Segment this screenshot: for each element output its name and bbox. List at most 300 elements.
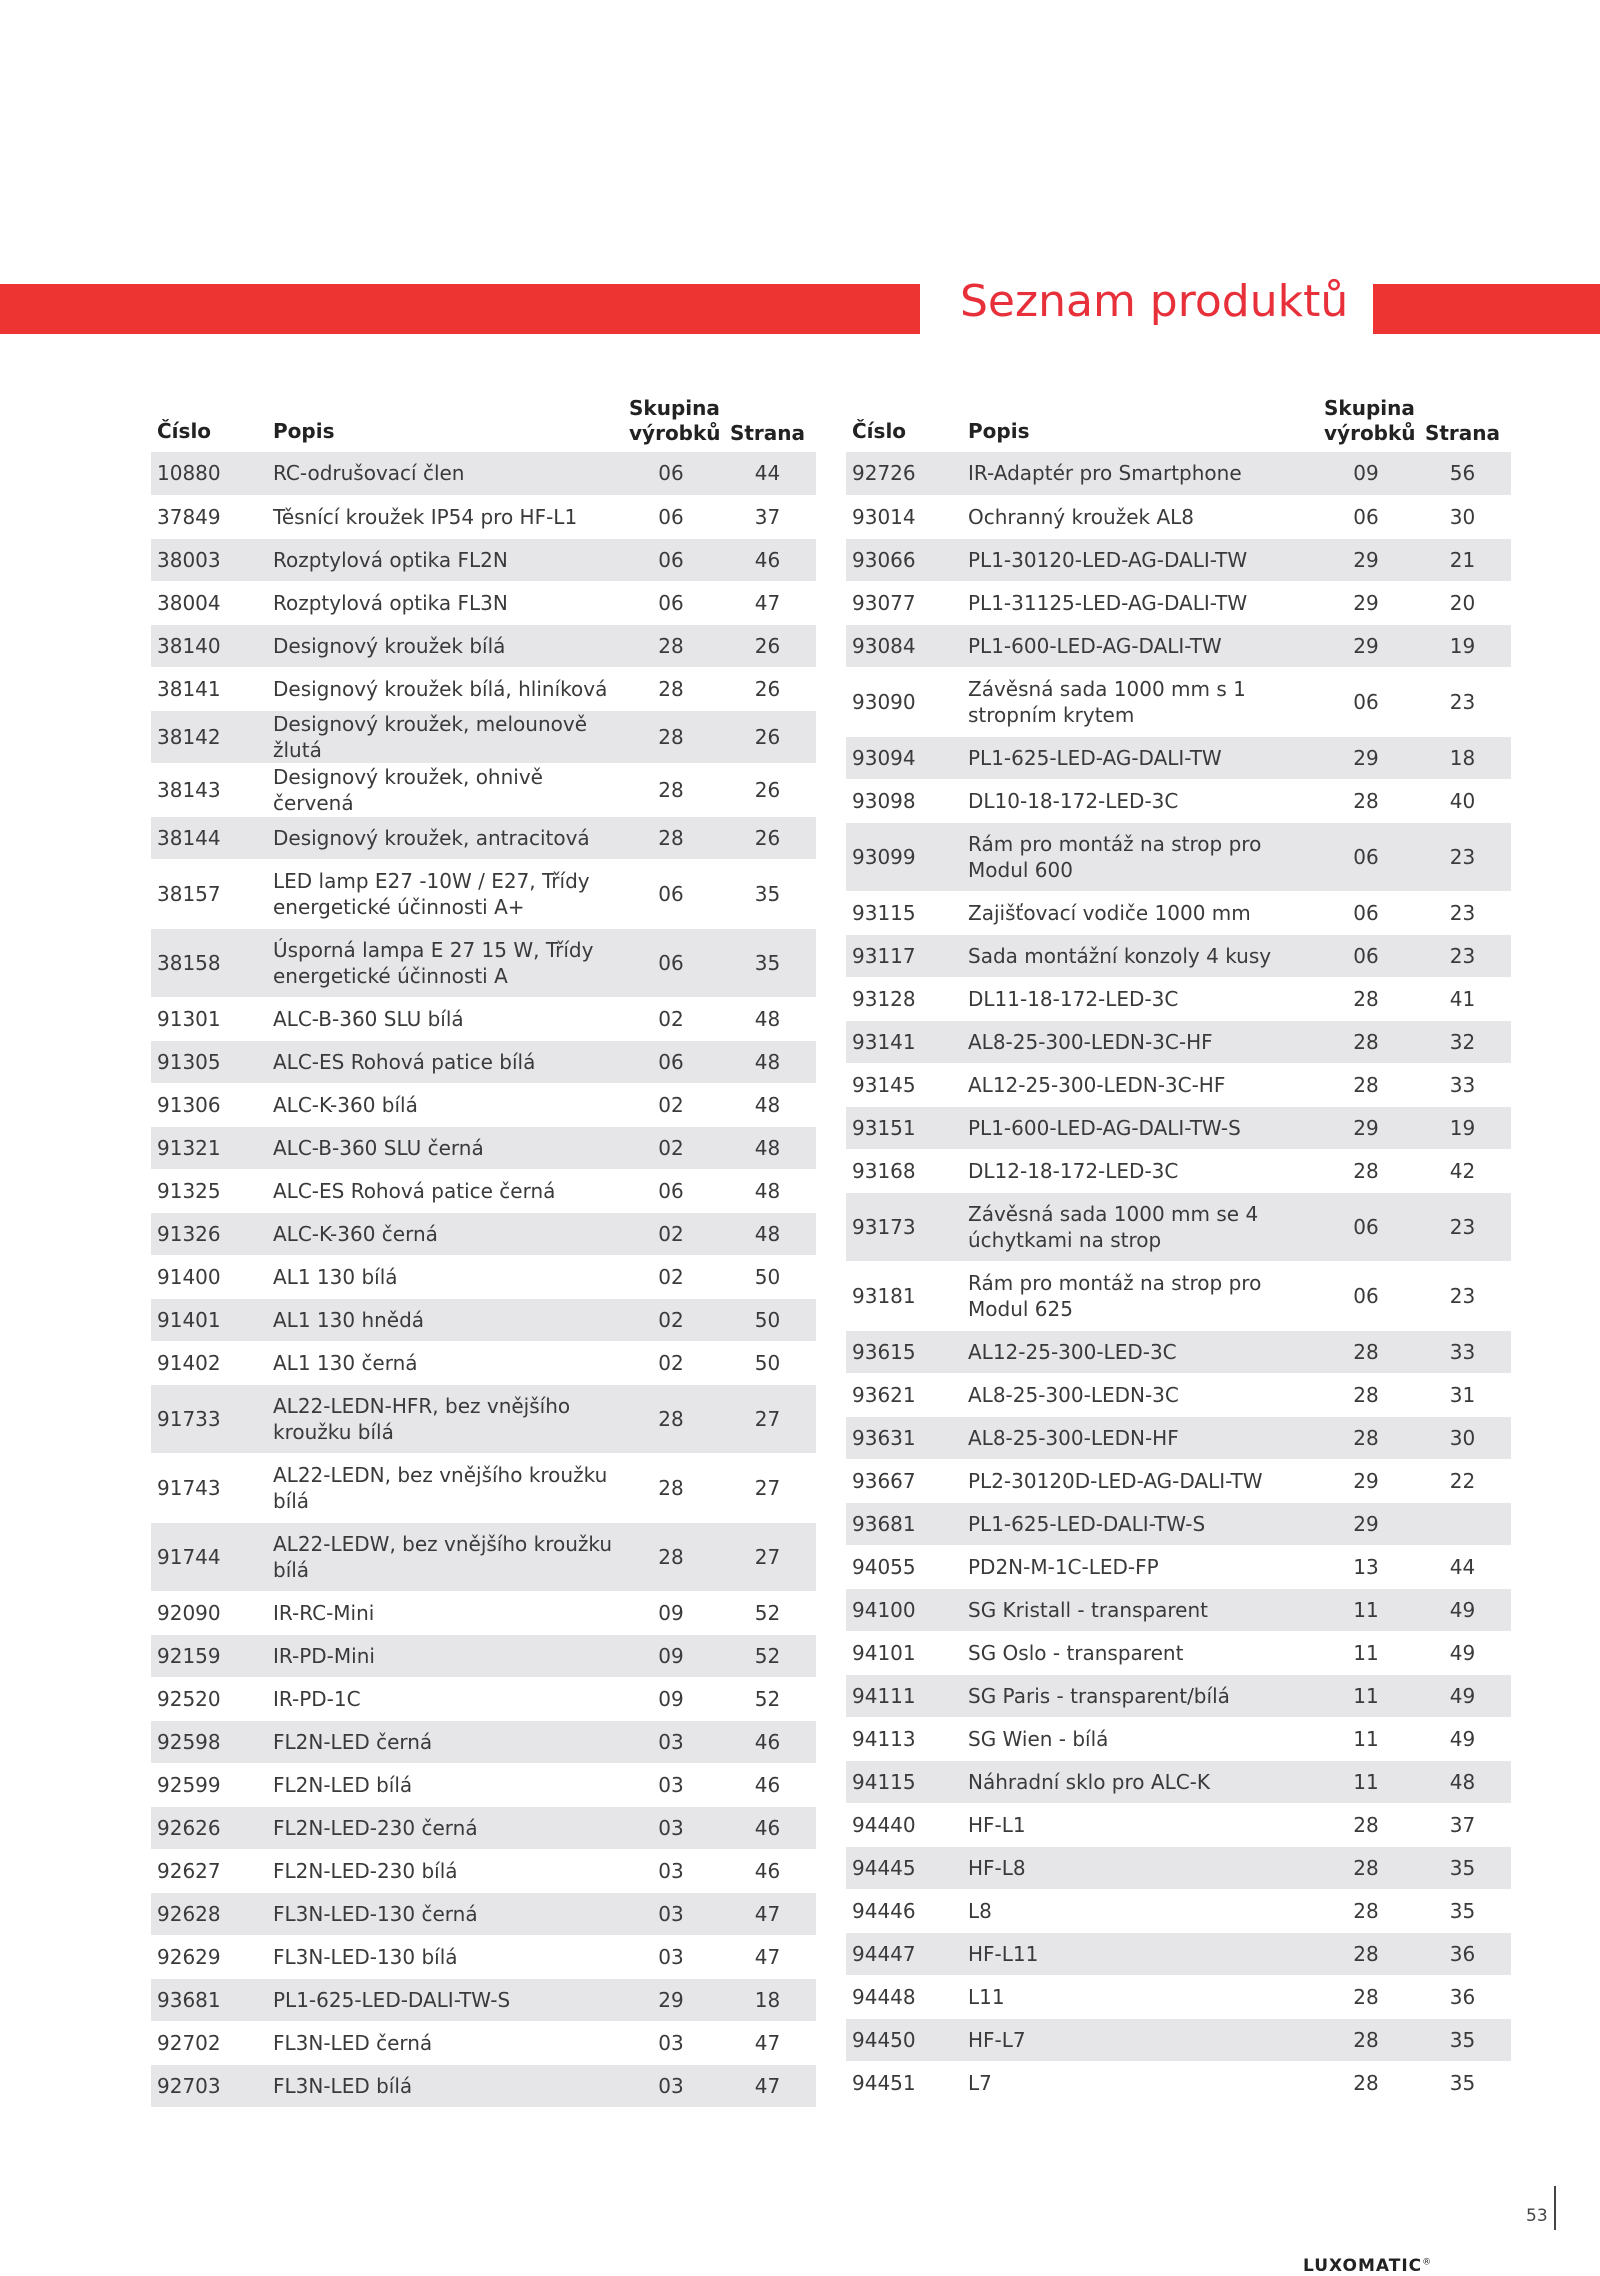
product-page: 35 xyxy=(719,928,816,997)
product-number: 93099 xyxy=(846,822,962,891)
product-page: 48 xyxy=(1414,1760,1511,1803)
product-description: AL22-LEDN, bez vnějšího kroužku bílá xyxy=(267,1453,623,1522)
table-row xyxy=(846,1674,1511,1717)
product-number: 93145 xyxy=(846,1063,962,1106)
product-number: 93098 xyxy=(846,779,962,822)
product-group: 03 xyxy=(623,1935,719,1978)
product-number: 92629 xyxy=(151,1935,267,1978)
product-number: 93066 xyxy=(846,538,962,581)
product-description: FL2N-LED bílá xyxy=(267,1763,623,1806)
table-row xyxy=(151,1591,816,1634)
product-group: 29 xyxy=(1318,736,1414,779)
product-group: 29 xyxy=(1318,1106,1414,1149)
product-page: 19 xyxy=(1414,624,1511,667)
product-group: 28 xyxy=(1318,1330,1414,1373)
product-number: 91733 xyxy=(151,1384,267,1453)
table-row xyxy=(151,1935,816,1978)
product-group: 09 xyxy=(1318,452,1414,495)
table-row xyxy=(846,934,1511,977)
product-description: PL1-600-LED-AG-DALI-TW-S xyxy=(962,1106,1318,1149)
product-description: AL1 130 bílá xyxy=(267,1255,623,1298)
table-row xyxy=(151,1849,816,1892)
product-description: AL8-25-300-LEDN-3C xyxy=(962,1373,1318,1416)
table-row xyxy=(846,1717,1511,1760)
product-page: 46 xyxy=(719,1849,816,1892)
product-page: 49 xyxy=(1414,1717,1511,1760)
product-description: Sada montážní konzoly 4 kusy xyxy=(962,934,1318,977)
product-number: 93631 xyxy=(846,1416,962,1459)
product-page: 50 xyxy=(719,1298,816,1341)
product-description: PD2N-M-1C-LED-FP xyxy=(962,1545,1318,1588)
product-page: 36 xyxy=(1414,1975,1511,2018)
product-description: Úsporná lampa E 27 15 W, Třídy energetické účinnosti A xyxy=(267,928,623,997)
product-description: IR-Adaptér pro Smartphone xyxy=(962,452,1318,495)
product-table-left-body xyxy=(151,452,816,2107)
table-row xyxy=(846,779,1511,822)
page-number-divider xyxy=(1554,2186,1556,2230)
product-description: ALC-ES Rohová patice bílá xyxy=(267,1040,623,1083)
table-row xyxy=(151,710,816,763)
product-description: SG Kristall - transparent xyxy=(962,1588,1318,1631)
product-page: 52 xyxy=(719,1634,816,1677)
product-group: 06 xyxy=(1318,1192,1414,1261)
table-row xyxy=(846,1932,1511,1975)
product-number: 94115 xyxy=(846,1760,962,1803)
product-group: 03 xyxy=(623,1763,719,1806)
product-page: 35 xyxy=(719,859,816,928)
table-row xyxy=(151,581,816,624)
product-number: 91306 xyxy=(151,1083,267,1126)
table-row xyxy=(151,1298,816,1341)
product-page: 48 xyxy=(719,1126,816,1169)
product-page: 18 xyxy=(719,1978,816,2021)
product-number: 92702 xyxy=(151,2021,267,2064)
table-row xyxy=(846,667,1511,736)
product-number: 91402 xyxy=(151,1341,267,1384)
product-group: 09 xyxy=(623,1591,719,1634)
product-group: 28 xyxy=(1318,1020,1414,1063)
header-description: Popis xyxy=(273,419,335,443)
product-group: 28 xyxy=(1318,1803,1414,1846)
product-group: 06 xyxy=(623,1040,719,1083)
product-page: 31 xyxy=(1414,1373,1511,1416)
product-description: Náhradní sklo pro ALC-K xyxy=(962,1760,1318,1803)
product-description: AL12-25-300-LED-3C xyxy=(962,1330,1318,1373)
product-number: 93181 xyxy=(846,1261,962,1330)
table-row xyxy=(846,624,1511,667)
product-description: FL3N-LED bílá xyxy=(267,2064,623,2107)
product-group: 28 xyxy=(1318,1932,1414,1975)
product-group: 28 xyxy=(1318,2018,1414,2061)
product-page: 19 xyxy=(1414,1106,1511,1149)
table-row xyxy=(151,1126,816,1169)
product-description: Rám pro montáž na strop pro Modul 600 xyxy=(962,822,1318,891)
table-row xyxy=(846,1106,1511,1149)
product-page: 47 xyxy=(719,1892,816,1935)
product-number: 38158 xyxy=(151,928,267,997)
product-page: 27 xyxy=(719,1453,816,1522)
table-row xyxy=(151,495,816,538)
product-group: 02 xyxy=(623,1255,719,1298)
product-page: 26 xyxy=(719,667,816,710)
product-description: HF-L8 xyxy=(962,1846,1318,1889)
product-page: 48 xyxy=(719,1212,816,1255)
product-description: L11 xyxy=(962,1975,1318,2018)
product-number: 92159 xyxy=(151,1634,267,1677)
product-description: L8 xyxy=(962,1889,1318,1932)
product-group: 06 xyxy=(1318,495,1414,538)
product-group: 28 xyxy=(1318,779,1414,822)
product-number: 93077 xyxy=(846,581,962,624)
table-row xyxy=(846,1261,1511,1330)
product-number: 38157 xyxy=(151,859,267,928)
product-description: PL1-31125-LED-AG-DALI-TW xyxy=(962,581,1318,624)
table-row xyxy=(151,1212,816,1255)
product-group: 02 xyxy=(623,1212,719,1255)
product-number: 94450 xyxy=(846,2018,962,2061)
product-description: ALC-B-360 SLU bílá xyxy=(267,997,623,1040)
product-number: 92520 xyxy=(151,1677,267,1720)
product-page: 47 xyxy=(719,2021,816,2064)
table-row xyxy=(151,1978,816,2021)
product-number: 93151 xyxy=(846,1106,962,1149)
product-number: 92703 xyxy=(151,2064,267,2107)
product-group: 11 xyxy=(1318,1588,1414,1631)
product-page: 46 xyxy=(719,1806,816,1849)
product-page: 46 xyxy=(719,538,816,581)
product-description: Rozptylová optika FL2N xyxy=(267,538,623,581)
product-description: FL2N-LED-230 černá xyxy=(267,1806,623,1849)
product-group: 06 xyxy=(1318,934,1414,977)
product-page: 33 xyxy=(1414,1063,1511,1106)
product-group: 28 xyxy=(1318,1975,1414,2018)
table-row xyxy=(846,1545,1511,1588)
product-description: PL1-30120-LED-AG-DALI-TW xyxy=(962,538,1318,581)
product-group: 28 xyxy=(1318,1063,1414,1106)
product-page: 23 xyxy=(1414,891,1511,934)
product-description: ALC-K-360 bílá xyxy=(267,1083,623,1126)
product-page: 36 xyxy=(1414,1932,1511,1975)
product-description: AL1 130 hnědá xyxy=(267,1298,623,1341)
product-group: 03 xyxy=(623,2064,719,2107)
product-number: 93141 xyxy=(846,1020,962,1063)
product-page: 35 xyxy=(1414,1846,1511,1889)
table-row xyxy=(846,977,1511,1020)
product-page: 37 xyxy=(719,495,816,538)
product-page: 48 xyxy=(719,1083,816,1126)
product-group: 28 xyxy=(623,1384,719,1453)
table-row xyxy=(151,2064,816,2107)
product-group: 06 xyxy=(623,1169,719,1212)
product-description: Závěsná sada 1000 mm se 4 úchytkami na strop xyxy=(962,1192,1318,1261)
table-row xyxy=(151,1634,816,1677)
product-description: PL1-625-LED-DALI-TW-S xyxy=(962,1502,1318,1545)
table-row xyxy=(151,1892,816,1935)
product-description: HF-L11 xyxy=(962,1932,1318,1975)
table-row xyxy=(846,1631,1511,1674)
product-group: 06 xyxy=(623,538,719,581)
title-banner-right xyxy=(1373,284,1600,334)
product-page xyxy=(1414,1502,1511,1545)
product-page: 32 xyxy=(1414,1020,1511,1063)
product-group: 28 xyxy=(1318,2061,1414,2104)
product-page: 27 xyxy=(719,1384,816,1453)
product-page: 35 xyxy=(1414,1889,1511,1932)
product-description: RC-odrušovací člen xyxy=(267,452,623,495)
product-page: 26 xyxy=(719,816,816,859)
table-row xyxy=(151,1677,816,1720)
product-description: DL12-18-172-LED-3C xyxy=(962,1149,1318,1192)
table-row xyxy=(846,1020,1511,1063)
product-number: 94447 xyxy=(846,1932,962,1975)
product-group: 02 xyxy=(623,1341,719,1384)
product-number: 94111 xyxy=(846,1674,962,1717)
product-number: 92626 xyxy=(151,1806,267,1849)
product-description: L7 xyxy=(962,2061,1318,2104)
product-page: 41 xyxy=(1414,977,1511,1020)
product-number: 93667 xyxy=(846,1459,962,1502)
product-description: SG Paris - transparent/bílá xyxy=(962,1674,1318,1717)
product-group: 03 xyxy=(623,1720,719,1763)
table-row xyxy=(151,538,816,581)
table-row xyxy=(151,624,816,667)
product-group: 02 xyxy=(623,997,719,1040)
product-page: 23 xyxy=(1414,1192,1511,1261)
product-page: 33 xyxy=(1414,1330,1511,1373)
product-description: AL8-25-300-LEDN-HF xyxy=(962,1416,1318,1459)
product-number: 94448 xyxy=(846,1975,962,2018)
product-number: 91743 xyxy=(151,1453,267,1522)
product-group: 28 xyxy=(1318,1416,1414,1459)
product-group: 28 xyxy=(1318,1889,1414,1932)
product-group: 29 xyxy=(1318,581,1414,624)
product-group: 29 xyxy=(1318,1459,1414,1502)
header-number: Číslo xyxy=(157,419,212,443)
table-row xyxy=(846,736,1511,779)
product-number: 93014 xyxy=(846,495,962,538)
product-page: 56 xyxy=(1414,452,1511,495)
product-page: 52 xyxy=(719,1677,816,1720)
product-page: 49 xyxy=(1414,1631,1511,1674)
product-table-right xyxy=(846,388,1511,2105)
product-description: Ochranný kroužek AL8 xyxy=(962,495,1318,538)
product-page: 44 xyxy=(719,452,816,495)
header-group: Skupina výrobků xyxy=(629,396,721,445)
table-row xyxy=(846,1373,1511,1416)
table-row xyxy=(151,1255,816,1298)
product-group: 06 xyxy=(623,928,719,997)
product-description: Zajišťovací vodiče 1000 mm xyxy=(962,891,1318,934)
product-page: 26 xyxy=(719,710,816,763)
product-number: 93168 xyxy=(846,1149,962,1192)
product-number: 94446 xyxy=(846,1889,962,1932)
product-number: 91301 xyxy=(151,997,267,1040)
product-page: 48 xyxy=(719,997,816,1040)
table-row xyxy=(846,2061,1511,2104)
product-number: 94451 xyxy=(846,2061,962,2104)
product-page: 23 xyxy=(1414,1261,1511,1330)
product-number: 38144 xyxy=(151,816,267,859)
product-group: 03 xyxy=(623,1849,719,1892)
product-number: 38003 xyxy=(151,538,267,581)
product-description: ALC-ES Rohová patice černá xyxy=(267,1169,623,1212)
product-group: 28 xyxy=(623,1453,719,1522)
product-group: 03 xyxy=(623,1806,719,1849)
table-row xyxy=(846,1803,1511,1846)
product-number: 91401 xyxy=(151,1298,267,1341)
product-group: 11 xyxy=(1318,1717,1414,1760)
product-number: 93681 xyxy=(846,1502,962,1545)
product-number: 91321 xyxy=(151,1126,267,1169)
product-page: 49 xyxy=(1414,1588,1511,1631)
product-page: 49 xyxy=(1414,1674,1511,1717)
product-group: 06 xyxy=(623,452,719,495)
table-row xyxy=(151,1720,816,1763)
product-group: 28 xyxy=(623,816,719,859)
table-row xyxy=(151,1083,816,1126)
table-row xyxy=(846,2018,1511,2061)
product-number: 93090 xyxy=(846,667,962,736)
table-header-row xyxy=(846,388,1511,452)
table-row xyxy=(846,1416,1511,1459)
product-page: 35 xyxy=(1414,2061,1511,2104)
product-page: 18 xyxy=(1414,736,1511,779)
product-number: 94440 xyxy=(846,1803,962,1846)
product-group: 28 xyxy=(1318,1373,1414,1416)
table-row xyxy=(151,1522,816,1591)
product-page: 42 xyxy=(1414,1149,1511,1192)
table-header-row xyxy=(151,388,816,452)
product-page: 23 xyxy=(1414,667,1511,736)
product-page: 35 xyxy=(1414,2018,1511,2061)
product-page: 23 xyxy=(1414,822,1511,891)
product-description: HF-L7 xyxy=(962,2018,1318,2061)
product-group: 06 xyxy=(1318,822,1414,891)
table-row xyxy=(151,859,816,928)
page-number: 53 xyxy=(1526,2206,1548,2226)
product-description: Designový kroužek bílá xyxy=(267,624,623,667)
product-description: DL10-18-172-LED-3C xyxy=(962,779,1318,822)
product-description: Designový kroužek bílá, hliníková xyxy=(267,667,623,710)
product-description: AL22-LEDW, bez vnějšího kroužku bílá xyxy=(267,1522,623,1591)
product-description: Designový kroužek, ohnivě červená xyxy=(267,763,623,816)
table-row xyxy=(846,1502,1511,1545)
product-number: 92599 xyxy=(151,1763,267,1806)
table-row xyxy=(151,1453,816,1522)
product-number: 92628 xyxy=(151,1892,267,1935)
product-page: 22 xyxy=(1414,1459,1511,1502)
product-description: IR-PD-1C xyxy=(267,1677,623,1720)
product-group: 06 xyxy=(623,495,719,538)
product-page: 30 xyxy=(1414,1416,1511,1459)
product-number: 10880 xyxy=(151,452,267,495)
product-number: 93117 xyxy=(846,934,962,977)
product-description: SG Oslo - transparent xyxy=(962,1631,1318,1674)
product-page: 44 xyxy=(1414,1545,1511,1588)
product-group: 28 xyxy=(623,667,719,710)
table-row xyxy=(151,928,816,997)
product-description: IR-RC-Mini xyxy=(267,1591,623,1634)
table-row xyxy=(846,452,1511,495)
product-group: 06 xyxy=(1318,667,1414,736)
table-row xyxy=(151,763,816,816)
product-number: 93681 xyxy=(151,1978,267,2021)
product-page: 50 xyxy=(719,1341,816,1384)
product-description: PL2-30120D-LED-AG-DALI-TW xyxy=(962,1459,1318,1502)
table-row xyxy=(846,822,1511,891)
table-row xyxy=(846,1760,1511,1803)
product-group: 11 xyxy=(1318,1674,1414,1717)
product-group: 06 xyxy=(1318,891,1414,934)
product-page: 26 xyxy=(719,763,816,816)
product-group: 28 xyxy=(1318,1149,1414,1192)
product-page: 48 xyxy=(719,1040,816,1083)
product-group: 03 xyxy=(623,1892,719,1935)
table-row xyxy=(846,581,1511,624)
product-group: 09 xyxy=(623,1677,719,1720)
product-description: PL1-625-LED-DALI-TW-S xyxy=(267,1978,623,2021)
header-number: Číslo xyxy=(852,419,907,443)
product-description: Rozptylová optika FL3N xyxy=(267,581,623,624)
product-number: 94113 xyxy=(846,1717,962,1760)
product-group: 28 xyxy=(623,624,719,667)
product-group: 09 xyxy=(623,1634,719,1677)
brand-logo: LUXOMATIC® xyxy=(1303,2256,1433,2276)
product-group: 28 xyxy=(623,763,719,816)
product-number: 92726 xyxy=(846,452,962,495)
product-description: PL1-600-LED-AG-DALI-TW xyxy=(962,624,1318,667)
table-row xyxy=(846,1459,1511,1502)
table-row xyxy=(151,816,816,859)
product-number: 92627 xyxy=(151,1849,267,1892)
product-number: 91305 xyxy=(151,1040,267,1083)
product-number: 38141 xyxy=(151,667,267,710)
product-page: 26 xyxy=(719,624,816,667)
product-description: PL1-625-LED-AG-DALI-TW xyxy=(962,736,1318,779)
product-group: 28 xyxy=(623,710,719,763)
product-description: AL8-25-300-LEDN-3C-HF xyxy=(962,1020,1318,1063)
product-page: 30 xyxy=(1414,495,1511,538)
product-description: LED lamp E27 -10W / E27, Třídy energetické účinnosti A+ xyxy=(267,859,623,928)
product-number: 93128 xyxy=(846,977,962,1020)
product-number: 38004 xyxy=(151,581,267,624)
table-row xyxy=(846,1975,1511,2018)
product-number: 38140 xyxy=(151,624,267,667)
product-description: FL2N-LED-230 bílá xyxy=(267,1849,623,1892)
product-group: 03 xyxy=(623,2021,719,2064)
product-group: 29 xyxy=(623,1978,719,2021)
product-table-right-body xyxy=(846,452,1511,2104)
product-number: 92598 xyxy=(151,1720,267,1763)
table-row xyxy=(846,1330,1511,1373)
product-number: 93094 xyxy=(846,736,962,779)
product-page: 23 xyxy=(1414,934,1511,977)
product-group: 06 xyxy=(623,581,719,624)
table-row xyxy=(846,495,1511,538)
table-row xyxy=(846,1192,1511,1261)
table-row xyxy=(846,1846,1511,1889)
product-description: SG Wien - bílá xyxy=(962,1717,1318,1760)
table-row xyxy=(151,1040,816,1083)
product-page: 21 xyxy=(1414,538,1511,581)
product-group: 29 xyxy=(1318,538,1414,581)
product-page: 27 xyxy=(719,1522,816,1591)
product-number: 93115 xyxy=(846,891,962,934)
product-group: 11 xyxy=(1318,1760,1414,1803)
product-description: IR-PD-Mini xyxy=(267,1634,623,1677)
product-number: 94445 xyxy=(846,1846,962,1889)
product-description: AL22-LEDN-HFR, bez vnějšího kroužku bílá xyxy=(267,1384,623,1453)
